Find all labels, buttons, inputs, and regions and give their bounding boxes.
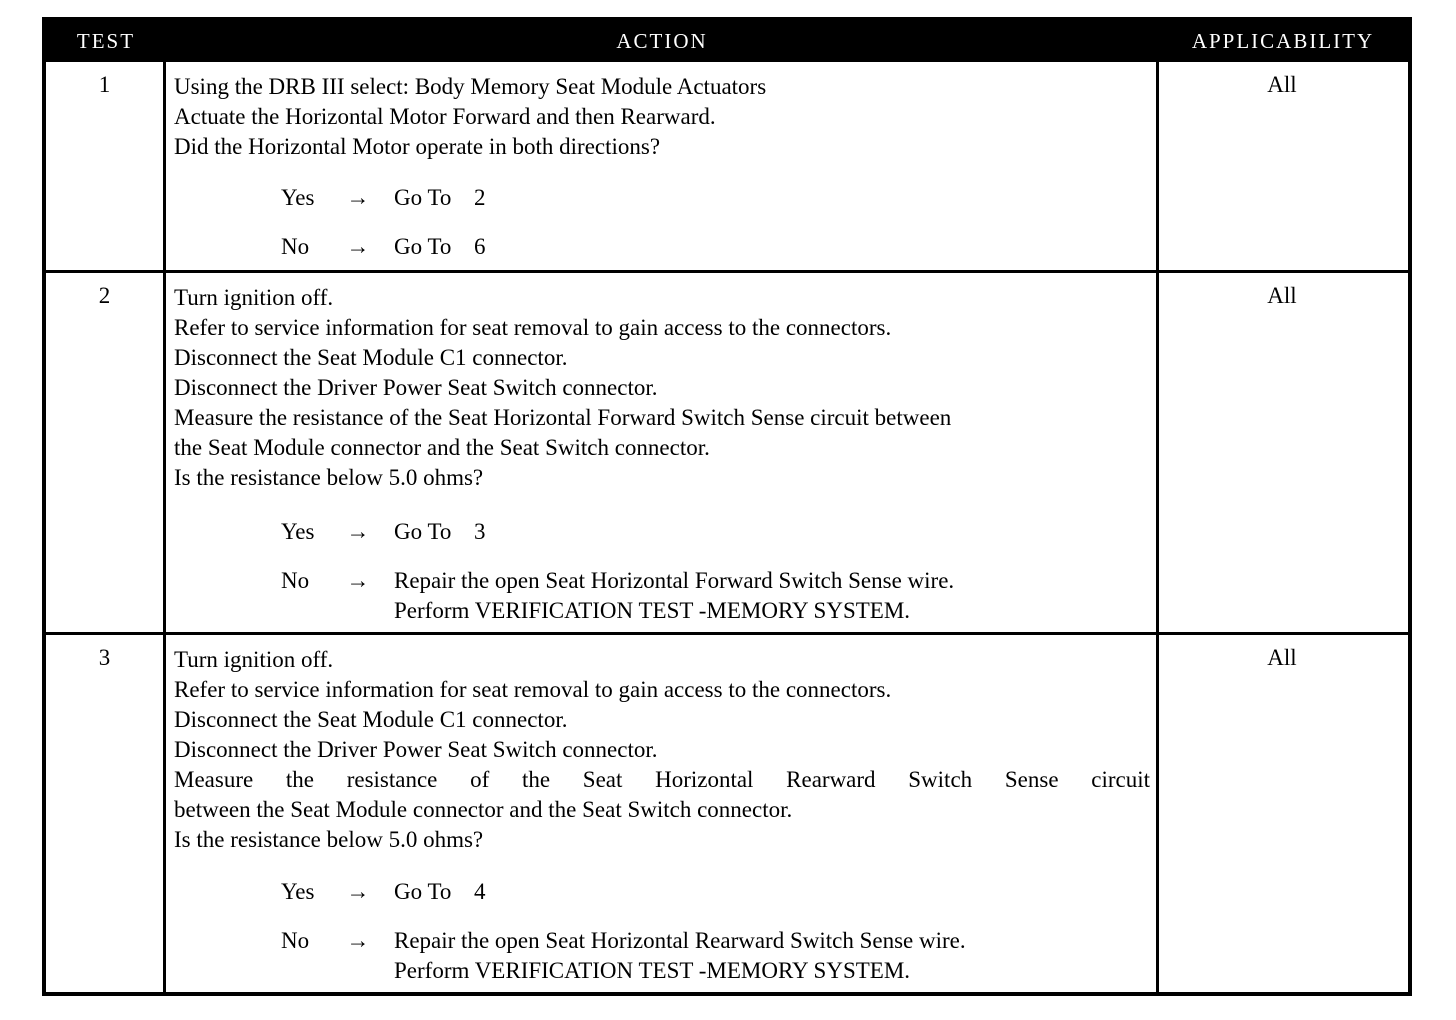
goto-target: 4: [474, 879, 486, 904]
action-step: Using the DRB III select: Body Memory Seat Module Actuators: [174, 74, 767, 99]
no-result: [394, 232, 486, 262]
repair-instruction: Repair the open Seat Horizontal Rearward Switch Sense wire.: [394, 928, 966, 953]
test-cell: [46, 635, 166, 992]
action-steps: [174, 72, 1150, 162]
action-step: the Seat Module connector and the Seat Switch connector.: [174, 435, 710, 460]
test-number: 2: [98, 283, 111, 308]
repair-instruction: Repair the open Seat Horizontal Forward Switch Sense wire.: [394, 568, 955, 593]
test-number: 1: [98, 72, 111, 97]
action-steps: [174, 283, 1150, 493]
goto-word: Go To: [394, 519, 452, 544]
applicability-value: All: [1267, 283, 1297, 308]
action-step: Measure the resistance of the Seat Horizontal Rearward Switch Sense circuit: [174, 767, 1150, 792]
yes-result: [394, 183, 486, 213]
applicability-value: All: [1267, 72, 1297, 97]
action-step: between the Seat Module connector and the Seat Switch connector.: [174, 797, 793, 822]
goto-target: 6: [474, 234, 486, 259]
table-row: [46, 62, 1408, 273]
no-label: No: [281, 928, 310, 953]
verification-instruction: Perform VERIFICATION TEST -MEMORY SYSTEM.: [394, 598, 911, 623]
goto-word: Go To: [394, 234, 452, 259]
action-step: Did the Horizontal Motor operate in both directions?: [174, 134, 661, 159]
goto-word: Go To: [394, 879, 452, 904]
table-row: [46, 270, 1408, 632]
action-cell: [166, 273, 1159, 632]
arrow-icon: →: [346, 185, 370, 210]
column-header-test: TEST: [76, 29, 136, 53]
arrow-icon: →: [346, 879, 370, 904]
action-cell: [166, 635, 1159, 992]
action-step: Disconnect the Driver Power Seat Switch connector.: [174, 375, 658, 400]
yes-label: Yes: [281, 185, 315, 210]
action-step: Is the resistance below 5.0 ohms?: [174, 465, 484, 490]
goto-target: 3: [474, 519, 486, 544]
diagnostic-test-table: [42, 17, 1412, 996]
no-label: No: [281, 234, 310, 259]
yes-label: Yes: [281, 519, 315, 544]
action-step: Actuate the Horizontal Motor Forward and then Rearward.: [174, 104, 716, 129]
arrow-icon: →: [346, 519, 370, 544]
action-steps: [174, 645, 1150, 855]
yes-result: [394, 877, 486, 907]
applicability-cell: [1159, 273, 1408, 632]
no-label: No: [281, 568, 310, 593]
test-cell: [46, 273, 166, 632]
table-row: [46, 632, 1408, 992]
action-step: Measure the resistance of the Seat Horizontal Forward Switch Sense circuit between: [174, 405, 952, 430]
verification-instruction: Perform VERIFICATION TEST -MEMORY SYSTEM.: [394, 958, 911, 983]
applicability-value: All: [1267, 645, 1297, 670]
arrow-icon: →: [346, 928, 370, 953]
action-cell: [166, 62, 1159, 273]
action-step: Disconnect the Seat Module C1 connector.: [174, 345, 568, 370]
no-result: [394, 926, 966, 986]
column-header-action: ACTION: [616, 29, 708, 53]
arrow-icon: →: [346, 234, 370, 259]
no-result: [394, 566, 954, 626]
action-step: Disconnect the Seat Module C1 connector.: [174, 707, 568, 732]
arrow-icon: →: [346, 568, 370, 593]
action-step: Refer to service information for seat removal to gain access to the connectors.: [174, 677, 892, 702]
test-cell: [46, 62, 166, 273]
action-step: Turn ignition off.: [174, 285, 334, 310]
applicability-cell: [1159, 635, 1408, 992]
column-header-applicability: APPLICABILITY: [1191, 29, 1375, 53]
action-step: Refer to service information for seat removal to gain access to the connectors.: [174, 315, 892, 340]
goto-word: Go To: [394, 185, 452, 210]
table-header: [46, 21, 1408, 62]
applicability-cell: [1159, 62, 1408, 273]
yes-label: Yes: [281, 879, 315, 904]
action-step: Disconnect the Driver Power Seat Switch connector.: [174, 737, 658, 762]
goto-target: 2: [474, 185, 486, 210]
action-step: Is the resistance below 5.0 ohms?: [174, 827, 484, 852]
test-number: 3: [98, 645, 111, 670]
yes-result: [394, 517, 486, 547]
action-step: Turn ignition off.: [174, 647, 334, 672]
